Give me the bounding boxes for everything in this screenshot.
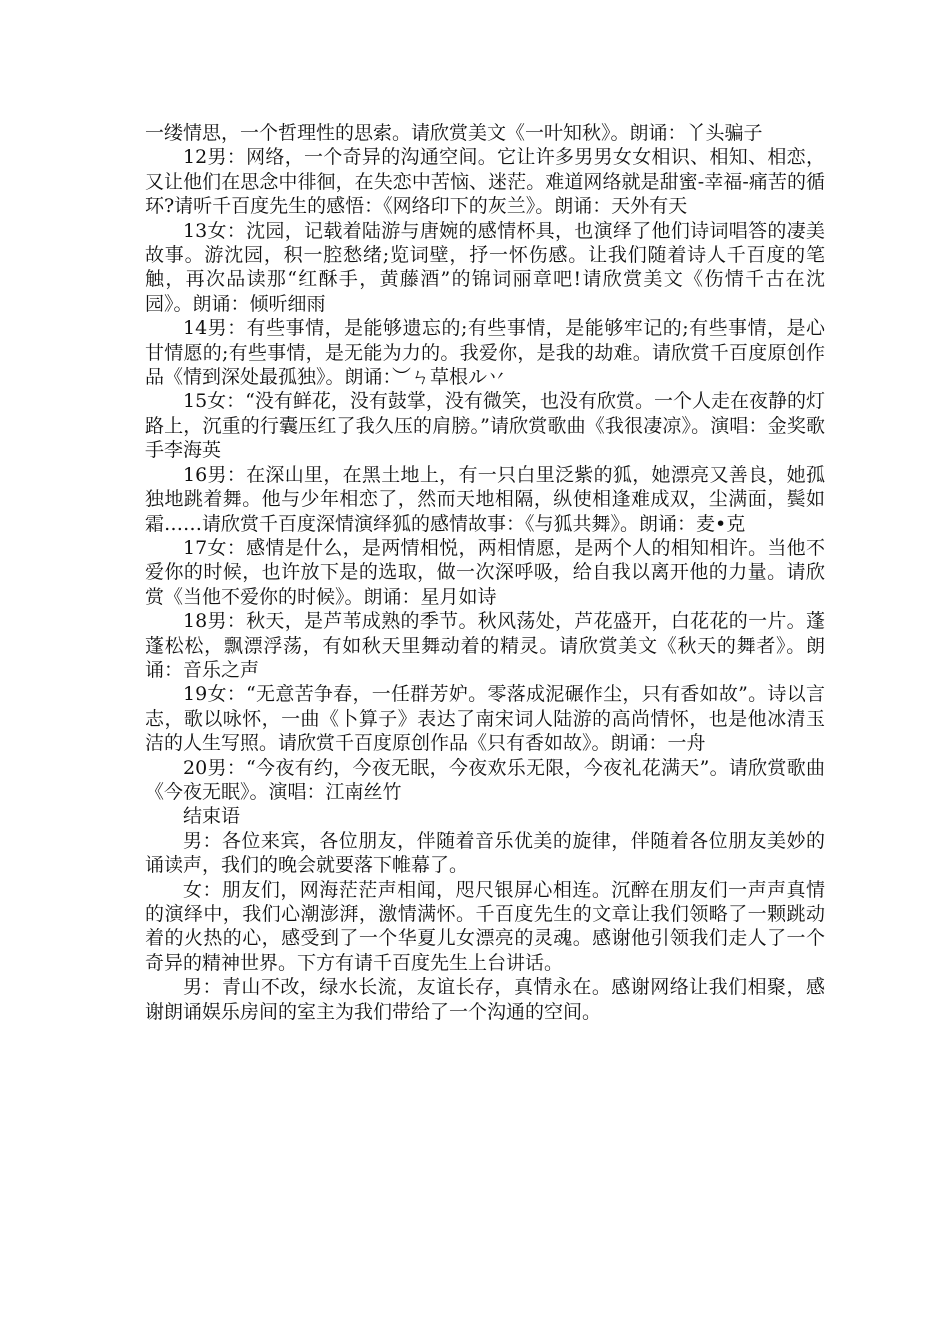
paragraph-12-male: 12男：网络，一个奇异的沟通空间。它让许多男男女女相识、相知、相恋，又让他们在思念中徘徊，在失恋中苦恼、迷茫。难道网络就是甜蜜-幸福-痛苦的循环?请听千百度先生的感悟：《网络印下的灰兰》。朗诵：天外有天 <box>145 146 825 218</box>
paragraph-closing-male-2: 男：青山不改，绿水长流，友谊长存，真情永在。感谢网络让我们相聚，感谢朗诵娱乐房间的室主为我们带给了一个沟通的空间。 <box>145 976 825 1023</box>
paragraph-19-female: 19女：“无意苦争春，一任群芳妒。零落成泥碾作尘，只有香如故”。诗以言志，歌以咏怀，一曲《卜算子》表达了南宋词人陆游的高尚情怀，也是他冰清玉洁的人生写照。请欣赏千百度原创作品《只有香如故》。朗诵：一舟 <box>145 683 825 755</box>
paragraph-17-female: 17女：感情是什么，是两情相悦，两相情愿，是两个人的相知相许。当他不爱你的时候，也许放下是的选取，做一次深呼吸，给自我以离开他的力量。请欣赏《当他不爱你的时候》。朗诵：星月如诗 <box>145 536 825 608</box>
document-body <box>145 121 825 1024</box>
paragraph-14-male: 14男：有些事情，是能够遗忘的;有些事情，是能够牢记的;有些事情，是心甘情愿的;有些事情，是无能为力的。我爱你，是我的劫难。请欣赏千百度原创作品《情到深处最孤独》。朗诵：︶ㄣ草根ル丷 <box>145 317 825 389</box>
paragraph-closing-female: 女：朋友们，网海茫茫声相闻，咫尺银屏心相连。沉醉在朋友们一声声真情的演绎中，我们心潮澎湃，激情满怀。千百度先生的文章让我们领略了一颗跳动着的火热的心，感受到了一个华夏儿女漂亮的灵魂。感谢他引领我们走人了一个奇异的精神世界。下方有请千百度先生上台讲话。 <box>145 878 825 974</box>
section-heading-closing: 结束语 <box>183 805 241 828</box>
paragraph-16-male: 16男：在深山里，在黑土地上，有一只白里泛紫的狐，她漂亮又善良，她孤独地跳着舞。他与少年相恋了，然而天地相隔，纵使相逢难成双，尘满面，鬓如霜……请欣赏千百度深情演绎狐的感情故事：《与狐共舞》。朗诵：麦•克 <box>145 463 825 535</box>
paragraph-15-female: 15女：“没有鲜花，没有鼓掌，没有微笑，也没有欣赏。一个人走在夜静的灯路上，沉重的行囊压红了我久压的肩膀。”请欣赏歌曲《我很凄凉》。演唱：金奖歌手李海英 <box>145 390 825 462</box>
paragraph-18-male: 18男：秋天，是芦苇成熟的季节。秋风荡处，芦花盛开，白花花的一片。蓬蓬松松，飘漂浮荡，有如秋天里舞动着的精灵。请欣赏美文《秋天的舞者》。朗诵：音乐之声 <box>145 610 825 681</box>
paragraph-intro-continuation: 一缕情思，一个哲理性的思索。请欣赏美文《一叶知秋》。朗诵：丫头骗子 <box>145 122 763 144</box>
paragraph-closing-male-1: 男：各位来宾，各位朋友，伴随着音乐优美的旋律，伴随着各位朋友美妙的诵读声，我们的晚会就要落下帷幕了。 <box>145 829 825 877</box>
paragraph-13-female: 13女：沈园，记载着陆游与唐婉的感情杯具，也演绎了他们诗词唱答的凄美故事。游沈园，积一腔愁绪;览词壁，抒一怀伤感。让我们随着诗人千百度的笔触，再次品读那“红酥手，黄藤酒”的锦词丽章吧!请欣赏美文《伤情千古在沈园》。朗诵：倾听细雨 <box>145 219 825 315</box>
paragraph-20-male: 20男：“今夜有约，今夜无眠，今夜欢乐无限，今夜礼花满天”。请欣赏歌曲《今夜无眠》。演唱：江南丝竹 <box>145 756 825 803</box>
